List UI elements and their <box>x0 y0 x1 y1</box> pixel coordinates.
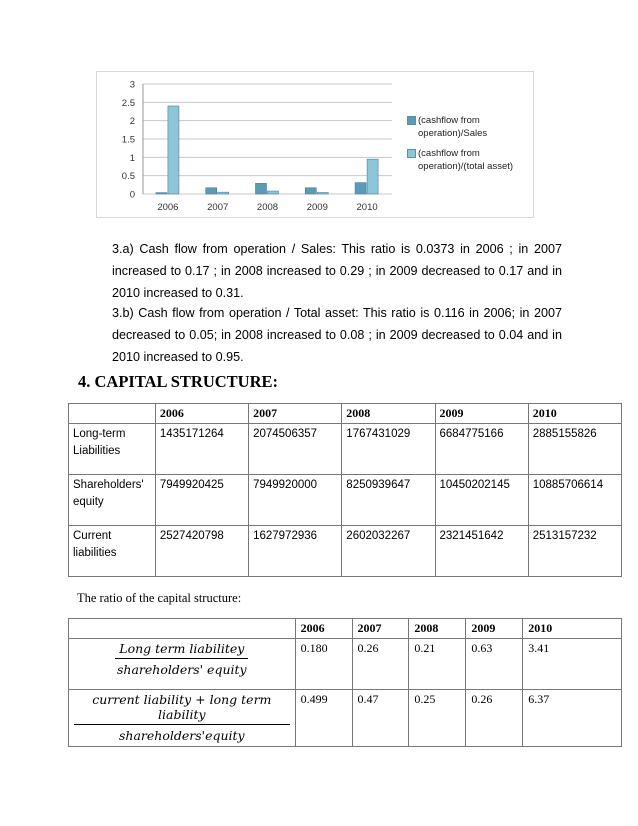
table-cell: 0.26 <box>466 690 523 747</box>
table-cell: 2602032267 <box>342 526 435 577</box>
table-cell: 0.26 <box>352 639 409 690</box>
y-tick-label: 0.5 <box>121 171 135 183</box>
y-tick-label: 1.5 <box>121 134 135 146</box>
table-cell: 6684775166 <box>435 424 528 475</box>
x-tick-label: 2009 <box>306 202 328 213</box>
table-cell: 7949920000 <box>249 475 342 526</box>
x-tick-label: 2006 <box>157 202 179 213</box>
bar <box>305 188 316 194</box>
bar <box>218 192 229 194</box>
bar <box>268 191 279 194</box>
x-tick-label: 2010 <box>356 202 378 213</box>
fraction-denominator: shareholders' equity <box>116 662 247 677</box>
y-tick-label: 2.5 <box>121 97 135 109</box>
header-year: 2010 <box>528 404 621 424</box>
bar <box>168 106 179 194</box>
table-cell: 7949920425 <box>155 475 248 526</box>
y-tick-label: 1 <box>129 152 135 164</box>
header-year: 2006 <box>295 619 352 639</box>
ratio-formula <box>69 639 296 690</box>
header-empty <box>69 404 156 424</box>
table-header-row <box>69 619 622 639</box>
bar-chart <box>0 0 638 230</box>
table-row <box>69 690 622 747</box>
header-year: 2007 <box>249 404 342 424</box>
legend-item <box>404 114 529 140</box>
ratio-table <box>68 618 622 747</box>
legend-item <box>404 147 529 173</box>
table-cell: 0.180 <box>295 639 352 690</box>
table-row <box>69 424 622 475</box>
x-tick-label: 2007 <box>207 202 229 213</box>
legend-label: (cashflow from operation)/(total asset) <box>418 148 514 172</box>
table-cell: 10450202145 <box>435 475 528 526</box>
legend-swatch <box>407 149 416 158</box>
y-tick-label: 2 <box>129 116 135 128</box>
paragraph-sales-ratio: 3.a) Cash flow from operation / Sales: This ratio is 0.0373 in 2006 ; in 2007 increased to 0.17 ; in 2008 increased to 0.29 ; in 2009 decreased to 0.17 and in 2010 increased to 0.31. <box>112 242 562 300</box>
table-cell: 0.25 <box>409 690 466 747</box>
header-year: 2007 <box>352 619 409 639</box>
section-heading: 4. CAPITAL STRUCTURE: <box>78 372 279 391</box>
bar <box>367 159 378 194</box>
table-row <box>69 526 622 577</box>
bar <box>317 193 328 194</box>
table-cell: 0.21 <box>409 639 466 690</box>
table-cell: 2074506357 <box>249 424 342 475</box>
table-header-row <box>69 404 622 424</box>
table-row <box>69 475 622 526</box>
table-cell: 2885155826 <box>528 424 621 475</box>
table-cell: 2527420798 <box>155 526 248 577</box>
table-cell: 1435171264 <box>155 424 248 475</box>
header-year: 2008 <box>409 619 466 639</box>
row-label: Current liabilities <box>69 526 156 577</box>
header-year: 2009 <box>435 404 528 424</box>
bar <box>355 183 366 194</box>
fraction <box>115 641 248 677</box>
ratio-caption: The ratio of the capital structure: <box>77 591 242 605</box>
header-year: 2006 <box>155 404 248 424</box>
table-cell: 1767431029 <box>342 424 435 475</box>
row-label: Shareholders' equity <box>69 475 156 526</box>
y-tick-label: 3 <box>129 79 135 91</box>
table-cell: 0.47 <box>352 690 409 747</box>
table-cell: 3.41 <box>523 639 622 690</box>
header-year: 2010 <box>523 619 622 639</box>
fraction <box>74 692 290 743</box>
fraction-numerator: current liability + long term liability <box>74 692 290 725</box>
table-cell: 0.63 <box>466 639 523 690</box>
legend-label: (cashflow from operation)/Sales <box>418 115 488 139</box>
table-cell: 8250939647 <box>342 475 435 526</box>
table-cell: 2321451642 <box>435 526 528 577</box>
bar <box>156 193 167 194</box>
table-cell: 10885706614 <box>528 475 621 526</box>
fraction-numerator: Long term liabilitey <box>115 641 248 659</box>
x-tick-label: 2008 <box>256 202 279 213</box>
fraction-denominator: shareholders'equity <box>118 728 245 743</box>
y-tick-label: 0 <box>129 189 135 201</box>
legend-swatch <box>407 116 416 125</box>
table-cell: 1627972936 <box>249 526 342 577</box>
table-row <box>69 639 622 690</box>
table-cell: 6.37 <box>523 690 622 747</box>
bar <box>206 188 217 194</box>
chart-legend <box>404 114 529 180</box>
row-label: Long-term Liabilities <box>69 424 156 475</box>
capital-structure-table <box>68 403 622 577</box>
table-cell: 0.499 <box>295 690 352 747</box>
table-cell: 2513157232 <box>528 526 621 577</box>
paragraph-asset-ratio: 3.b) Cash flow from operation / Total asset: This ratio is 0.116 in 2006; in 2007 decreased to 0.05; in 2008 increased to 0.08 ; in 2009 decreased to 0.04 and in 2010 increased to 0.95. <box>112 306 562 364</box>
bar <box>256 183 267 194</box>
ratio-formula <box>69 690 296 747</box>
header-year: 2009 <box>466 619 523 639</box>
header-empty <box>69 619 296 639</box>
header-year: 2008 <box>342 404 435 424</box>
